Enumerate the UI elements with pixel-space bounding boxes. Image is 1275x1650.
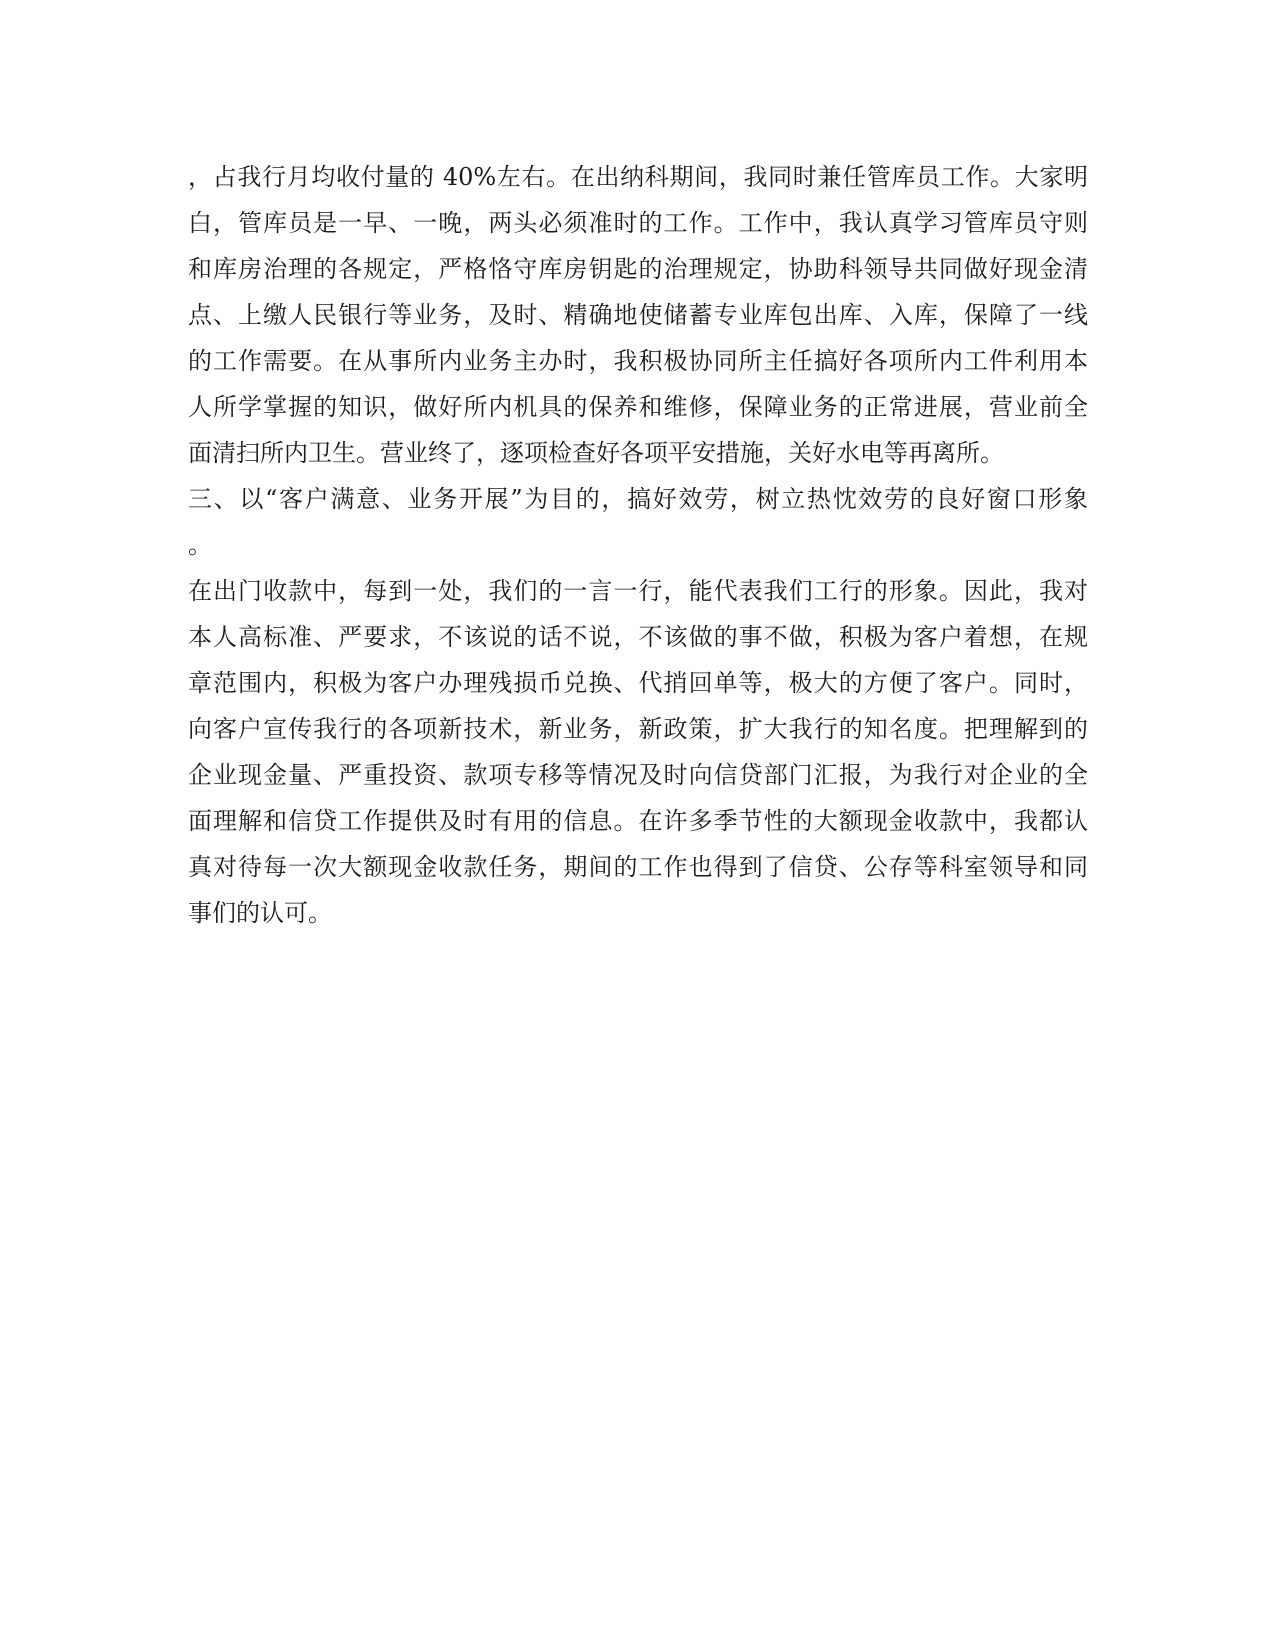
text-line: 的工作需要。在从事所内业务主办时，我积极协同所主任搞好各项所内工件利用本: [188, 347, 1088, 375]
section-heading: 三、以“客户满意、业务开展”为目的，搞好效劳，树立热忱效劳的良好窗口形象: [188, 485, 1088, 513]
text-line: 企业现金量、严重投资、款项专移等情况及时向信贷部门汇报，为我行对企业的全: [188, 761, 1088, 789]
text-line: 人所学掌握的知识，做好所内机具的保养和维修，保障业务的正常进展，营业前全: [188, 393, 1088, 421]
text-line: 真对待每一次大额现金收款任务，期间的工作也得到了信贷、公存等科室领导和同: [188, 853, 1088, 881]
text-line: 章范围内，积极为客户办理残损币兑换、代捎回单等，极大的方便了客户。同时，: [188, 669, 1088, 697]
text-line: 面理解和信贷工作提供及时有用的信息。在许多季节性的大额现金收款中，我都认: [188, 807, 1088, 835]
text-line: 本人高标准、严要求，不该说的话不说，不该做的事不做，积极为客户着想，在规: [188, 623, 1088, 651]
text-line: 和库房治理的各规定，严格恪守库房钥匙的治理规定，协助科领导共同做好现金清: [188, 255, 1088, 283]
text-line: 事们的认可。: [188, 899, 332, 927]
text-line: 向客户宣传我行的各项新技术，新业务，新政策，扩大我行的知名度。把理解到的: [188, 715, 1088, 743]
text-line: 。: [188, 531, 212, 559]
body-text: [188, 154, 1088, 936]
text-line: 点、上缴人民银行等业务，及时、精确地使储蓄专业库包出库、入库，保障了一线: [188, 301, 1088, 329]
text-line: 在出门收款中，每到一处，我们的一言一行，能代表我们工行的形象。因此，我对: [188, 577, 1088, 605]
text-line: 白，管库员是一早、一晚，两头必须准时的工作。工作中，我认真学习管库员守则: [188, 209, 1088, 237]
text-line: ，占我行月均收付量的 40%左右。在出纳科期间，我同时兼任管库员工作。大家明: [188, 163, 1088, 191]
text-line: 面清扫所内卫生。营业终了，逐项检查好各项平安措施，关好水电等再离所。: [188, 439, 1004, 467]
